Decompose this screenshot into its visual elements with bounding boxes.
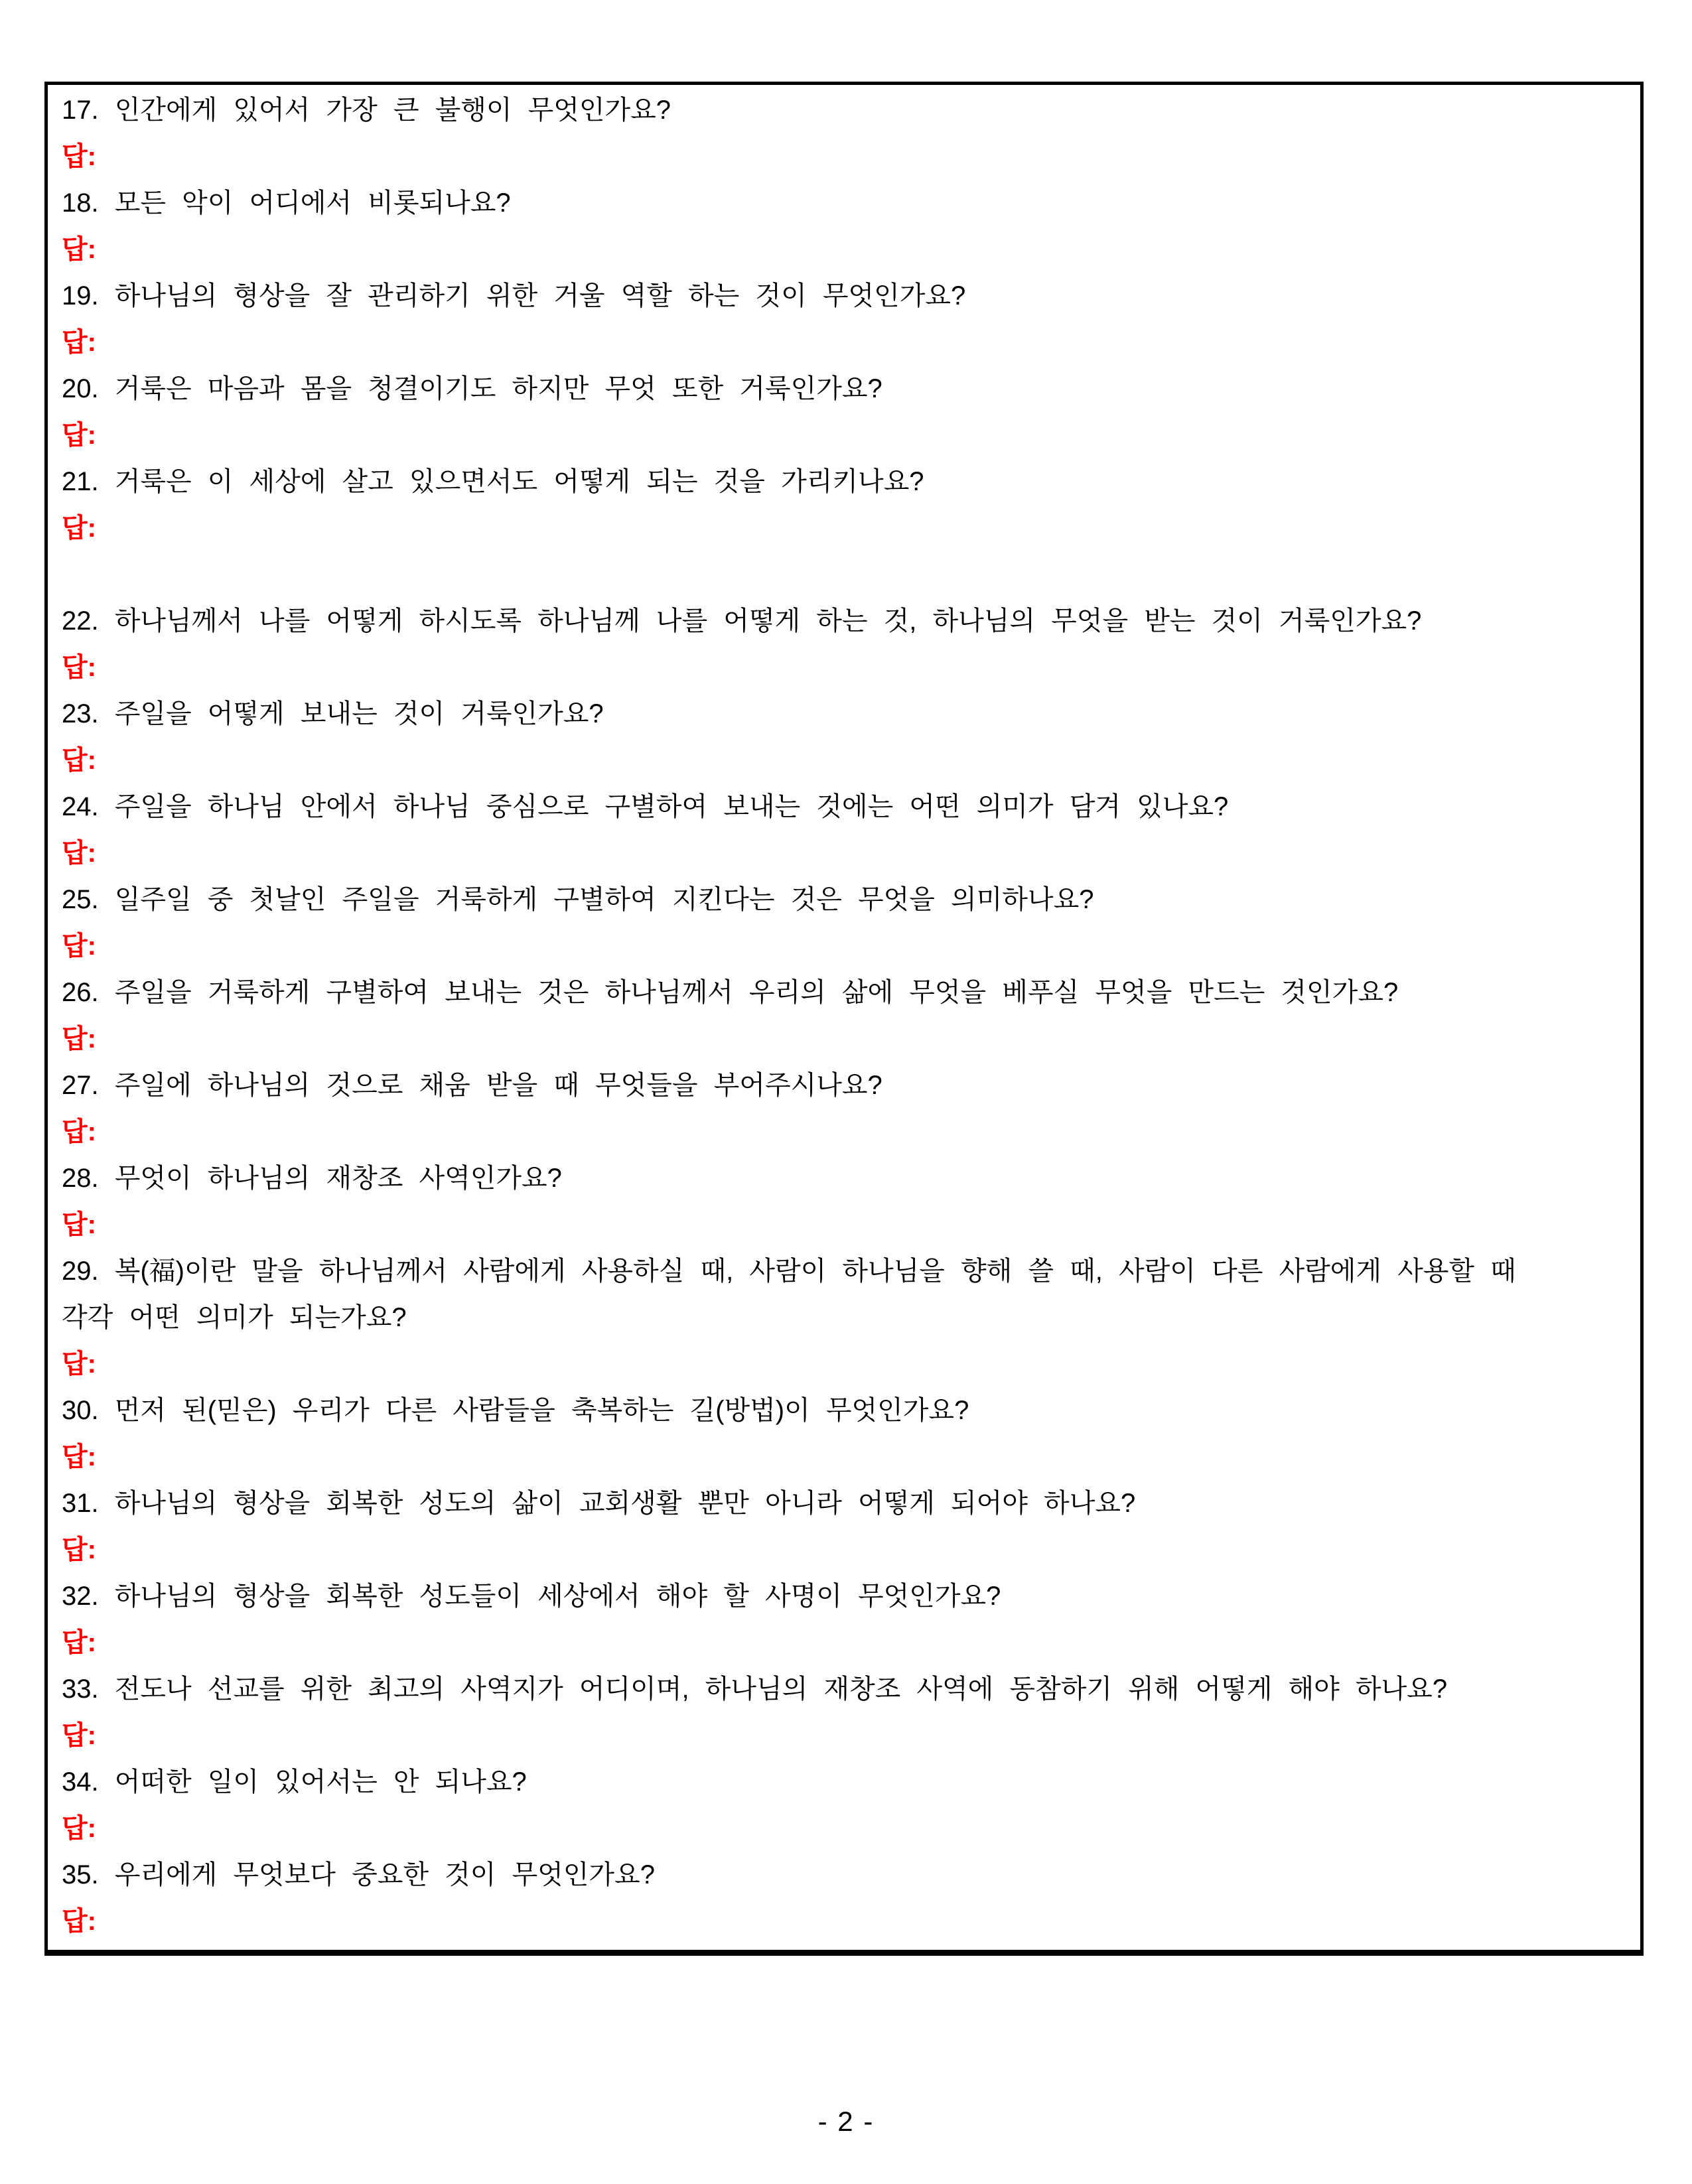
question-line: 27. 주일에 하나님의 것으로 채움 받을 때 무엇들을 부어주시나요?	[62, 1071, 882, 1100]
answer-label: 답:	[62, 746, 96, 775]
question-line: 29. 복(福)이란 말을 하나님께서 사람에게 사용하실 때, 사람이 하나님을 향해 쓸 때, 사람이 다른 사람에게 사용할 때	[62, 1257, 1516, 1286]
answer-label: 답:	[62, 513, 96, 543]
answer-label: 답:	[62, 328, 96, 357]
question-line: 24. 주일을 하나님 안에서 하나님 중심으로 구별하여 보내는 것에는 어떤 의미가 담겨 있나요?	[62, 792, 1229, 821]
answer-label: 답:	[62, 1442, 96, 1471]
blank-line	[62, 551, 1628, 598]
question-line: 19. 하나님의 형상을 잘 관리하기 위한 거울 역할 하는 것이 무엇인가요?	[62, 281, 966, 310]
page-number: - 2 -	[817, 2106, 875, 2137]
question-line: 18. 모든 악이 어디에서 비롯되나요?	[62, 188, 511, 218]
answer-label: 답:	[62, 839, 96, 868]
answer-label: 답:	[62, 1535, 96, 1564]
question-line: 33. 전도나 선교를 위한 최고의 사역지가 어디이며, 하나님의 재창조 사역에 동참하기 위해 어떻게 해야 하나요?	[62, 1674, 1448, 1704]
question-line: 22. 하나님께서 나를 어떻게 하시도록 하나님께 나를 어떻게 하는 것, 하나님의 무엇을 받는 것이 거룩인가요?	[62, 606, 1422, 636]
question-line: 23. 주일을 어떻게 보내는 것이 거룩인가요?	[62, 699, 604, 728]
question-line: 31. 하나님의 형상을 회복한 성도의 삶이 교회생활 뿐만 아니라 어떻게 되어야 하나요?	[62, 1489, 1136, 1518]
answer-label: 답:	[62, 1721, 96, 1750]
answer-label: 답:	[62, 142, 96, 171]
question-line: 26. 주일을 거룩하게 구별하여 보내는 것은 하나님께서 우리의 삶에 무엇을 베푸실 무엇을 만드는 것인가요?	[62, 978, 1399, 1007]
question-line: 28. 무엇이 하나님의 재창조 사역인가요?	[62, 1164, 562, 1193]
question-line: 35. 우리에게 무엇보다 중요한 것이 무엇인가요?	[62, 1860, 655, 1889]
question-line: 32. 하나님의 형상을 회복한 성도들이 세상에서 해야 할 사명이 무엇인가요?	[62, 1582, 1001, 1611]
answer-label: 답:	[62, 421, 96, 450]
question-line: 21. 거룩은 이 세상에 살고 있으면서도 어떻게 되는 것을 가리키나요?	[62, 467, 924, 496]
answer-label: 답:	[62, 1024, 96, 1054]
question-line: 25. 일주일 중 첫날인 주일을 거룩하게 구별하여 지킨다는 것은 무엇을 의미하나요?	[62, 885, 1094, 914]
question-line-continuation: 각각 어떤 의미가 되는가요?	[62, 1303, 407, 1332]
questions-box	[44, 82, 1644, 1956]
answer-label: 답:	[62, 1814, 96, 1843]
answer-label: 답:	[62, 1907, 96, 1936]
question-line: 17. 인간에게 있어서 가장 큰 불행이 무엇인가요?	[62, 96, 671, 125]
answer-label: 답:	[62, 1628, 96, 1657]
answer-label: 답:	[62, 653, 96, 682]
question-line: 20. 거룩은 마음과 몸을 청결이기도 하지만 무엇 또한 거룩인가요?	[62, 374, 882, 403]
answer-label: 답:	[62, 235, 96, 264]
question-line: 34. 어떠한 일이 있어서는 안 되나요?	[62, 1767, 527, 1797]
question-line: 30. 먼저 된(믿은) 우리가 다른 사람들을 축복하는 길(방법)이 무엇인가요?	[62, 1396, 969, 1425]
answer-label: 답:	[62, 931, 96, 961]
answer-label: 답:	[62, 1349, 96, 1379]
answer-label: 답:	[62, 1117, 96, 1146]
answer-label: 답:	[62, 1210, 96, 1239]
